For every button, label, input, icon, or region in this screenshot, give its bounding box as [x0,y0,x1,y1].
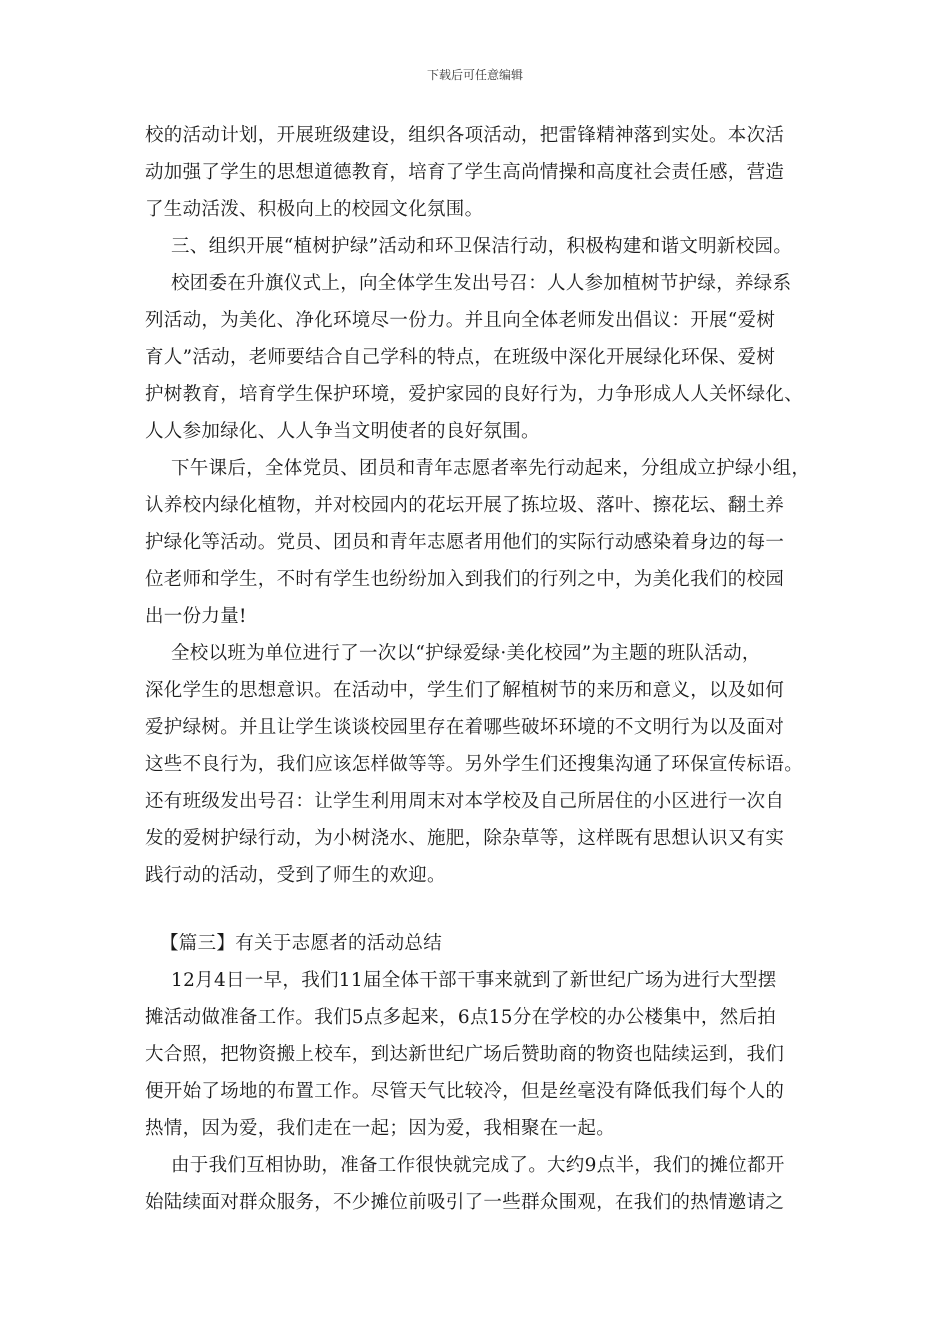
text-line: 12月4日一早，我们11届全体干部干事来就到了新世纪广场为进行大型摆 [171,970,777,991]
text-line: 人人参加绿化、人人争当文明使者的良好氛围。 [145,421,540,442]
text-line: 践行动的活动，受到了师生的欢迎。 [145,865,446,886]
text-line: 校团委在升旗仪式上，向全体学生发出号召：人人参加植树节护绿，养绿系 [171,273,792,294]
text-line: 大合照，把物资搬上校车，到达新世纪广场后赞助商的物资也陆续运到，我们 [145,1044,785,1065]
text-line: 还有班级发出号召：让学生利用周末对本学校及自己所居住的小区进行一次自 [145,791,785,812]
text-line: 全校以班为单位进行了一次以“护绿爱绿·美化校园”为主题的班队活动， [171,643,761,664]
text-line: 出一份力量! [145,606,247,627]
text-line: 护树教育，培育学生保护环境，爱护家园的良好行为，力争形成人人关怀绿化、 [145,384,804,405]
text-line: 列活动，为美化、净化环境尽一份力。并且向全体老师发出倡议：开展“爱树 [145,310,776,331]
text-line: 由于我们互相协助，准备工作很快就完成了。大约9点半，我们的摊位都开 [171,1155,785,1176]
text-line: 认养校内绿化植物，并对校园内的花坛开展了拣垃圾、落叶、擦花坛、翻土养 [145,495,785,516]
text-line: 深化学生的思想意识。在活动中，学生们了解植树节的来历和意义，以及如何 [145,680,785,701]
text-line: 下午课后，全体党员、团员和青年志愿者率先行动起来，分组成立护绿小组， [171,458,811,479]
text-line: 了生动活泼、积极向上的校园文化氛围。 [145,199,484,220]
text-line: 位老师和学生，不时有学生也纷纷加入到我们的行列之中，为美化我们的校园 [145,569,785,590]
page-header: 下载后可任意编辑 [426,68,523,82]
text-line: 这些不良行为，我们应该怎样做等等。另外学生们还搜集沟通了环保宣传标语。 [145,754,804,775]
text-line: 育人”活动，老师要结合自己学科的特点，在班级中深化开展绿化环保、爱树 [145,347,776,368]
section-heading: 三、组织开展“植树护绿”活动和环卫保洁行动，积极构建和谐文明新校园。 [171,236,793,257]
text-line: 动加强了学生的思想道德教育，培育了学生高尚情操和高度社会责任感，营造 [145,162,785,183]
text-line: 校的活动计划，开展班级建设，组织各项活动，把雷锋精神落到实处。本次活 [145,125,785,146]
text-line: 发的爱树护绿行动，为小树浇水、施肥，除杂草等，这样既有思想认识又有实 [145,828,785,849]
text-line: 便开始了场地的布置工作。尽管天气比较冷，但是丝毫没有降低我们每个人的 [145,1081,785,1102]
text-line: 护绿化等活动。党员、团员和青年志愿者用他们的实际行动感染着身边的每一 [145,532,785,553]
text-line: 始陆续面对群众服务，不少摊位前吸引了一些群众围观，在我们的热情邀请之 [145,1192,785,1213]
article-heading: 【篇三】有关于志愿者的活动总结 [160,933,443,954]
text-line: 热情，因为爱，我们走在一起；因为爱，我相聚在一起。 [145,1118,616,1139]
text-line: 摊活动做准备工作。我们5点多起来，6点15分在学校的办公楼集中，然后拍 [145,1007,777,1028]
text-line: 爱护绿树。并且让学生谈谈校园里存在着哪些破坏环境的不文明行为以及面对 [145,717,785,738]
